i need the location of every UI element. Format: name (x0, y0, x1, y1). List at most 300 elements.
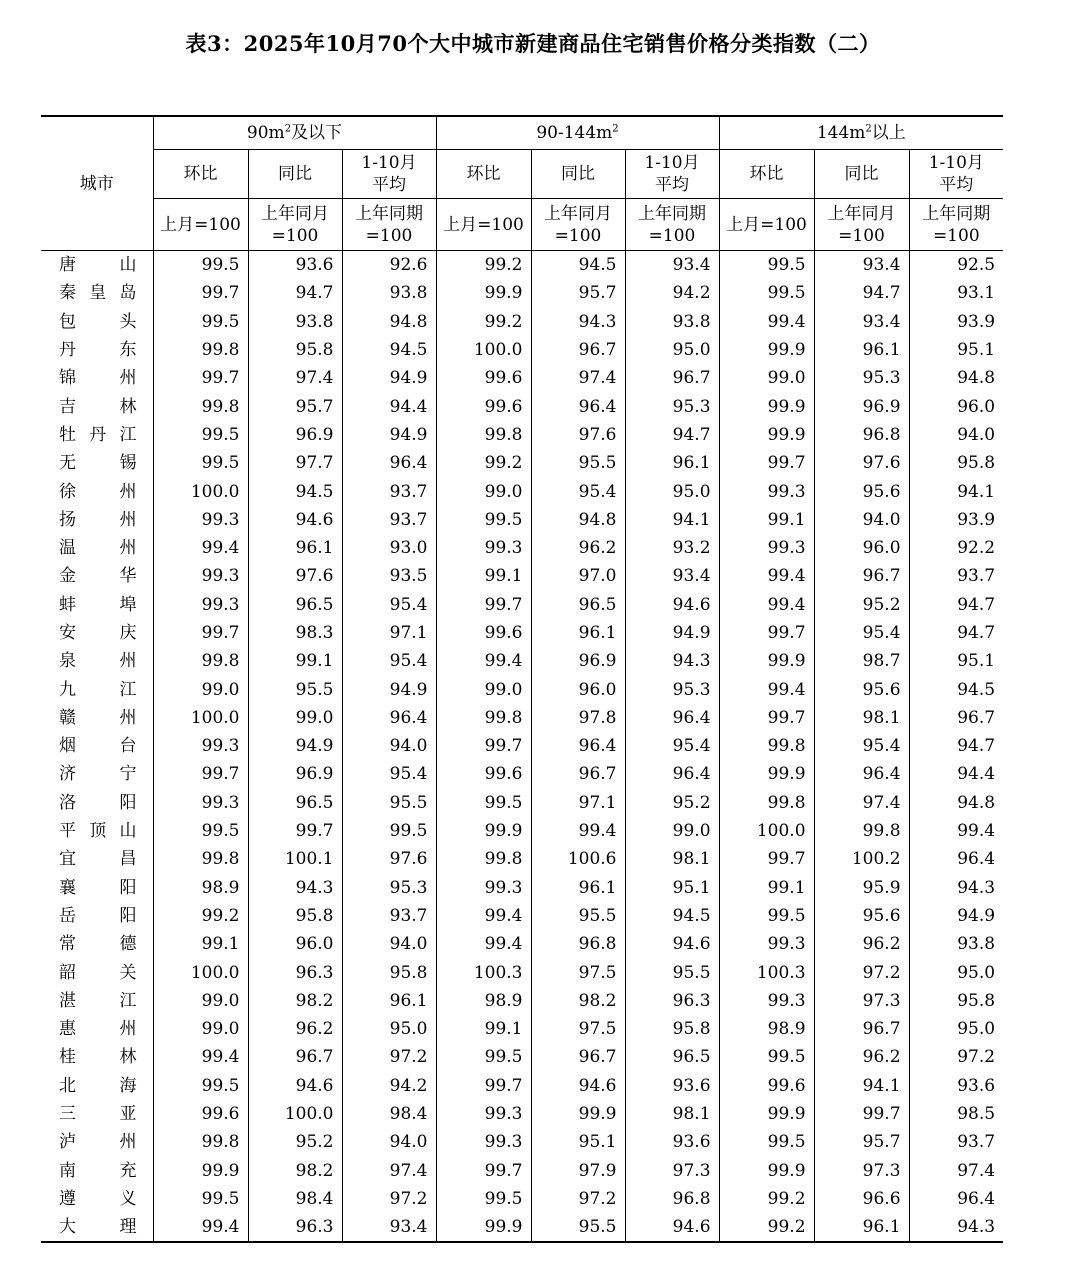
city-char: 山 (119, 821, 137, 842)
value-cell: 93.8 (625, 308, 719, 336)
city-char: 庆 (119, 623, 137, 643)
value-cell: 93.5 (342, 562, 436, 590)
value-cell: 97.4 (909, 1157, 1003, 1185)
value-cell: 99.7 (436, 1157, 531, 1185)
value-cell: 94.7 (625, 421, 719, 449)
city-char: 德 (119, 934, 137, 955)
value-cell: 96.5 (531, 591, 625, 619)
value-cell: 99.9 (436, 817, 531, 845)
city-char: 亚 (119, 1104, 137, 1125)
value-cell: 99.4 (436, 902, 531, 930)
value-cell: 95.0 (625, 477, 719, 505)
value-cell: 94.3 (625, 647, 719, 675)
city-char: 林 (119, 1047, 137, 1068)
value-cell: 94.0 (342, 732, 436, 760)
table-row (41, 789, 1003, 817)
value-cell: 99.9 (719, 421, 814, 449)
value-cell: 99.4 (719, 591, 814, 619)
value-cell: 99.5 (436, 789, 531, 817)
value-cell: 97.4 (814, 789, 909, 817)
city-cell (41, 506, 153, 534)
value-cell: 93.1 (909, 279, 1003, 307)
value-cell: 99.8 (153, 845, 248, 873)
value-cell: 99.6 (436, 364, 531, 392)
value-cell: 99.4 (719, 562, 814, 590)
value-cell: 95.5 (342, 789, 436, 817)
value-cell: 96.9 (531, 647, 625, 675)
table-row (41, 421, 1003, 449)
value-cell: 96.2 (531, 534, 625, 562)
value-cell: 99.7 (719, 449, 814, 477)
value-cell: 99.3 (436, 874, 531, 902)
value-cell: 94.7 (909, 591, 1003, 619)
value-cell: 96.0 (909, 392, 1003, 420)
base-avg: 上年同期 =100 (909, 199, 1003, 251)
value-cell: 98.4 (342, 1100, 436, 1128)
value-cell: 98.9 (436, 987, 531, 1015)
city-char: 头 (119, 311, 137, 332)
value-cell: 99.9 (719, 1157, 814, 1185)
city-char: 州 (119, 538, 137, 559)
value-cell: 96.4 (625, 704, 719, 732)
value-cell: 96.3 (248, 1213, 342, 1242)
table-row (41, 364, 1003, 392)
value-cell: 98.5 (909, 1100, 1003, 1128)
value-cell: 97.7 (248, 449, 342, 477)
table-row (41, 817, 1003, 845)
value-cell: 99.6 (436, 619, 531, 647)
value-cell: 98.2 (531, 987, 625, 1015)
value-cell: 95.3 (342, 874, 436, 902)
value-cell: 94.2 (342, 1072, 436, 1100)
value-cell: 95.4 (625, 732, 719, 760)
value-cell: 99.7 (153, 279, 248, 307)
value-cell: 99.7 (153, 364, 248, 392)
table-row (41, 732, 1003, 760)
city-char: 秦 (59, 283, 76, 304)
city-cell (41, 1043, 153, 1071)
table-row (41, 449, 1003, 477)
city-char: 无 (59, 453, 76, 474)
header-yoy: 同比 (531, 150, 625, 199)
city-cell (41, 789, 153, 817)
value-cell: 94.9 (342, 364, 436, 392)
city-char: 蚌 (59, 594, 76, 615)
page-title: 表3：2025年10月70个大中城市新建商品住宅销售价格分类指数（二） (185, 31, 881, 56)
value-cell: 94.7 (248, 279, 342, 307)
value-cell: 95.5 (248, 675, 342, 703)
value-cell: 99.2 (436, 308, 531, 336)
city-cell (41, 675, 153, 703)
city-char: 山 (119, 255, 137, 276)
value-cell: 94.5 (248, 477, 342, 505)
value-cell: 98.3 (248, 619, 342, 647)
city-char: 平 (59, 821, 76, 842)
city-char: 东 (119, 340, 137, 361)
value-cell: 96.4 (625, 760, 719, 788)
value-cell: 96.1 (814, 336, 909, 364)
value-cell: 99.0 (436, 477, 531, 505)
value-cell: 99.9 (436, 279, 531, 307)
table-row (41, 760, 1003, 788)
value-cell: 94.6 (531, 1072, 625, 1100)
value-cell: 94.9 (342, 421, 436, 449)
value-cell: 99.5 (436, 506, 531, 534)
city-char: 关 (119, 962, 137, 983)
value-cell: 96.2 (248, 1015, 342, 1043)
city-cell (41, 562, 153, 590)
value-cell: 96.4 (531, 392, 625, 420)
value-cell: 99.3 (719, 477, 814, 505)
header-avg: 1-10月 平均 (909, 150, 1003, 199)
value-cell: 99.5 (153, 421, 248, 449)
value-cell: 95.5 (531, 449, 625, 477)
value-cell: 99.7 (436, 591, 531, 619)
value-cell: 95.0 (909, 1015, 1003, 1043)
value-cell: 97.2 (814, 958, 909, 986)
value-cell: 99.0 (153, 1015, 248, 1043)
value-cell: 95.4 (342, 647, 436, 675)
city-char: 顶 (89, 821, 107, 842)
value-cell: 99.2 (436, 449, 531, 477)
value-cell: 97.5 (531, 958, 625, 986)
city-cell (41, 308, 153, 336)
value-cell: 100.0 (719, 817, 814, 845)
city-char: 州 (119, 651, 137, 672)
value-cell: 100.0 (436, 336, 531, 364)
value-cell: 99.0 (719, 364, 814, 392)
value-cell: 95.8 (248, 902, 342, 930)
table-row (41, 958, 1003, 986)
value-cell: 99.7 (153, 619, 248, 647)
group-header-medium: $90-144m^2$ (436, 116, 719, 150)
value-cell: 96.3 (248, 958, 342, 986)
city-char: 桂 (59, 1047, 76, 1068)
city-cell (41, 421, 153, 449)
value-cell: 94.1 (909, 477, 1003, 505)
city-char: 牡 (59, 424, 76, 445)
city-char: 州 (119, 1019, 137, 1040)
header-yoy: 同比 (814, 150, 909, 199)
city-char: 徐 (59, 481, 76, 502)
value-cell: 99.4 (153, 534, 248, 562)
city-char: 吉 (59, 396, 76, 417)
base-yoy: 上年同月 =100 (531, 199, 625, 251)
value-cell: 96.5 (625, 1043, 719, 1071)
value-cell: 94.5 (625, 902, 719, 930)
table-row (41, 1157, 1003, 1185)
value-cell: 99.8 (153, 336, 248, 364)
value-cell: 100.2 (814, 845, 909, 873)
value-cell: 99.5 (153, 449, 248, 477)
value-cell: 93.8 (248, 308, 342, 336)
value-cell: 98.2 (248, 987, 342, 1015)
value-cell: 94.7 (909, 732, 1003, 760)
city-char: 台 (119, 736, 137, 757)
value-cell: 95.7 (248, 392, 342, 420)
city-char: 林 (119, 396, 137, 417)
value-cell: 94.6 (625, 1213, 719, 1242)
value-cell: 97.8 (531, 704, 625, 732)
value-cell: 94.5 (342, 336, 436, 364)
value-cell: 94.7 (909, 619, 1003, 647)
value-cell: 96.4 (531, 732, 625, 760)
table-row (41, 591, 1003, 619)
value-cell: 99.3 (153, 732, 248, 760)
value-cell: 99.3 (719, 534, 814, 562)
value-cell: 96.8 (531, 930, 625, 958)
value-cell: 99.7 (153, 760, 248, 788)
value-cell: 99.5 (719, 251, 814, 280)
city-char: 皇 (89, 283, 107, 304)
value-cell: 99.0 (153, 987, 248, 1015)
city-cell (41, 902, 153, 930)
city-char: 岳 (59, 905, 76, 926)
city-char: 襄 (59, 877, 76, 898)
value-cell: 95.3 (814, 364, 909, 392)
value-cell: 94.6 (248, 506, 342, 534)
value-cell: 93.9 (909, 506, 1003, 534)
value-cell: 99.8 (436, 845, 531, 873)
value-cell: 96.9 (248, 760, 342, 788)
value-cell: 93.7 (342, 506, 436, 534)
value-cell: 94.0 (342, 930, 436, 958)
city-char: 岛 (119, 283, 137, 304)
city-cell (41, 958, 153, 986)
city-char: 锡 (119, 453, 137, 474)
value-cell: 100.0 (248, 1100, 342, 1128)
table-row (41, 1043, 1003, 1071)
value-cell: 99.5 (436, 1043, 531, 1071)
base-yoy: 上年同月 =100 (248, 199, 342, 251)
value-cell: 99.5 (719, 279, 814, 307)
city-char: 大 (59, 1217, 76, 1238)
value-cell: 97.1 (342, 619, 436, 647)
table-row (41, 506, 1003, 534)
value-cell: 96.1 (531, 619, 625, 647)
value-cell: 99.4 (436, 930, 531, 958)
value-cell: 99.0 (248, 704, 342, 732)
table-row (41, 1072, 1003, 1100)
value-cell: 99.7 (719, 704, 814, 732)
value-cell: 100.3 (719, 958, 814, 986)
value-cell: 94.3 (909, 874, 1003, 902)
value-cell: 94.2 (625, 279, 719, 307)
value-cell: 99.2 (436, 251, 531, 280)
value-cell: 93.7 (909, 1128, 1003, 1156)
value-cell: 97.3 (625, 1157, 719, 1185)
city-char: 九 (59, 679, 76, 700)
value-cell: 99.3 (436, 534, 531, 562)
header-mom: 环比 (436, 150, 531, 199)
value-cell: 97.4 (342, 1157, 436, 1185)
value-cell: 96.0 (248, 930, 342, 958)
value-cell: 96.1 (248, 534, 342, 562)
value-cell: 96.7 (909, 704, 1003, 732)
city-char: 阳 (119, 905, 137, 926)
city-char: 赣 (59, 707, 76, 728)
value-cell: 93.8 (909, 930, 1003, 958)
value-cell: 95.6 (814, 675, 909, 703)
value-cell: 100.0 (153, 704, 248, 732)
city-char: 理 (119, 1217, 137, 1238)
value-cell: 96.1 (625, 449, 719, 477)
city-char: 宁 (119, 764, 137, 785)
value-cell: 99.3 (719, 930, 814, 958)
city-char: 泸 (59, 1132, 76, 1153)
table-row (41, 336, 1003, 364)
value-cell: 99.4 (909, 817, 1003, 845)
city-char: 埠 (119, 594, 137, 615)
city-char: 阳 (119, 877, 137, 898)
value-cell: 96.7 (625, 364, 719, 392)
city-char: 江 (119, 679, 137, 700)
city-char: 包 (59, 311, 76, 332)
value-cell: 99.7 (248, 817, 342, 845)
value-cell: 99.3 (153, 562, 248, 590)
city-char: 三 (59, 1104, 76, 1125)
value-cell: 99.7 (436, 732, 531, 760)
value-cell: 94.0 (342, 1128, 436, 1156)
value-cell: 94.8 (909, 789, 1003, 817)
header-avg: 1-10月 平均 (625, 150, 719, 199)
city-char: 泉 (59, 651, 76, 672)
value-cell: 96.5 (248, 789, 342, 817)
value-cell: 95.3 (625, 392, 719, 420)
value-cell: 96.7 (531, 1043, 625, 1071)
city-char: 州 (119, 1132, 137, 1153)
value-cell: 95.1 (625, 874, 719, 902)
value-cell: 99.1 (436, 562, 531, 590)
city-char: 丹 (59, 340, 76, 361)
value-cell: 93.4 (814, 308, 909, 336)
value-cell: 99.8 (153, 392, 248, 420)
value-cell: 94.0 (814, 506, 909, 534)
city-cell (41, 619, 153, 647)
city-char: 唐 (59, 255, 76, 276)
value-cell: 99.5 (153, 308, 248, 336)
table-row (41, 619, 1003, 647)
value-cell: 99.6 (153, 1100, 248, 1128)
value-cell: 96.9 (248, 421, 342, 449)
city-char: 充 (119, 1160, 137, 1181)
value-cell: 94.6 (625, 930, 719, 958)
base-mom: 上月=100 (436, 199, 531, 251)
table-row (41, 1128, 1003, 1156)
value-cell: 97.1 (531, 789, 625, 817)
table-row (41, 1100, 1003, 1128)
city-cell (41, 647, 153, 675)
value-cell: 95.8 (625, 1015, 719, 1043)
table-row (41, 562, 1003, 590)
value-cell: 96.4 (814, 760, 909, 788)
value-cell: 94.8 (531, 506, 625, 534)
value-cell: 96.9 (814, 392, 909, 420)
table-row (41, 251, 1003, 280)
value-cell: 99.4 (719, 308, 814, 336)
value-cell: 93.7 (342, 477, 436, 505)
table-row (41, 704, 1003, 732)
value-cell: 99.9 (719, 647, 814, 675)
value-cell: 99.8 (153, 1128, 248, 1156)
value-cell: 97.0 (531, 562, 625, 590)
value-cell: 100.1 (248, 845, 342, 873)
value-cell: 95.1 (531, 1128, 625, 1156)
value-cell: 99.7 (436, 1072, 531, 1100)
table-row (41, 279, 1003, 307)
value-cell: 95.4 (342, 760, 436, 788)
value-cell: 94.0 (909, 421, 1003, 449)
city-cell (41, 1128, 153, 1156)
value-cell: 96.2 (814, 1043, 909, 1071)
city-char: 金 (59, 566, 76, 587)
value-cell: 99.8 (153, 647, 248, 675)
city-cell (41, 392, 153, 420)
value-cell: 93.0 (342, 534, 436, 562)
value-cell: 99.7 (719, 845, 814, 873)
city-cell (41, 1185, 153, 1213)
value-cell: 99.5 (153, 1072, 248, 1100)
value-cell: 99.0 (625, 817, 719, 845)
city-char: 北 (59, 1075, 76, 1096)
value-cell: 99.5 (153, 1185, 248, 1213)
table-row (41, 1185, 1003, 1213)
city-cell (41, 1072, 153, 1100)
value-cell: 100.6 (531, 845, 625, 873)
table-row (41, 1213, 1003, 1242)
value-cell: 98.1 (814, 704, 909, 732)
city-cell (41, 1015, 153, 1043)
value-cell: 94.6 (248, 1072, 342, 1100)
value-cell: 99.2 (153, 902, 248, 930)
city-cell (41, 760, 153, 788)
value-cell: 99.0 (436, 675, 531, 703)
base-avg: 上年同期 =100 (625, 199, 719, 251)
city-char: 州 (119, 481, 137, 502)
city-char: 宜 (59, 849, 76, 870)
city-cell (41, 1213, 153, 1242)
value-cell: 96.0 (531, 675, 625, 703)
value-cell: 95.4 (531, 477, 625, 505)
value-cell: 97.5 (531, 1015, 625, 1043)
header-mom: 环比 (719, 150, 814, 199)
city-cell (41, 364, 153, 392)
value-cell: 99.8 (436, 704, 531, 732)
city-char: 江 (119, 424, 137, 445)
value-cell: 97.2 (342, 1185, 436, 1213)
value-cell: 93.6 (625, 1072, 719, 1100)
base-mom: 上月=100 (153, 199, 248, 251)
value-cell: 96.2 (814, 930, 909, 958)
value-cell: 96.7 (531, 336, 625, 364)
price-index-table (41, 115, 1003, 1243)
value-cell: 99.1 (248, 647, 342, 675)
value-cell: 99.9 (719, 760, 814, 788)
value-cell: 99.1 (719, 506, 814, 534)
value-cell: 99.5 (436, 1185, 531, 1213)
value-cell: 98.1 (625, 1100, 719, 1128)
value-cell: 99.2 (719, 1213, 814, 1242)
value-cell: 95.1 (909, 647, 1003, 675)
value-cell: 99.9 (719, 1100, 814, 1128)
city-char: 州 (119, 368, 137, 389)
city-cell (41, 930, 153, 958)
value-cell: 95.6 (814, 477, 909, 505)
city-char: 丹 (89, 424, 107, 445)
value-cell: 99.8 (719, 789, 814, 817)
value-cell: 95.7 (814, 1128, 909, 1156)
value-cell: 95.5 (531, 902, 625, 930)
